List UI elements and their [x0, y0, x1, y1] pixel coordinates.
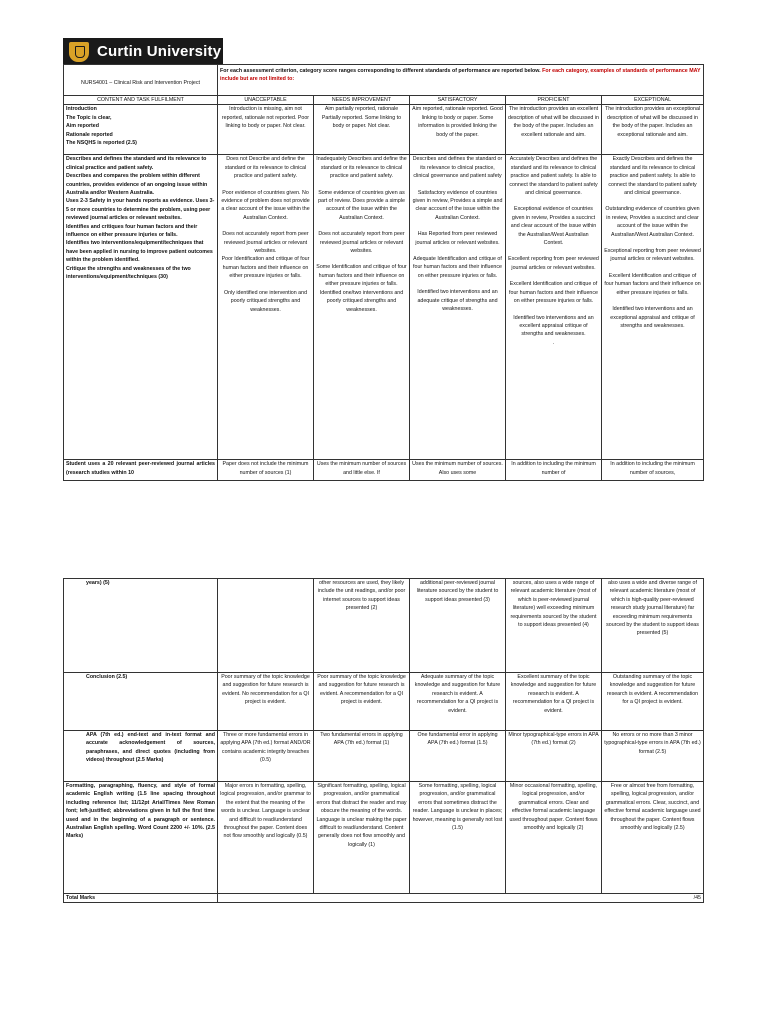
rating-cell: Accurately Describes and defines the standard and its relevance to clinical practice and patient safety. Is able to connect the standard to patient safety and clinical governance. Exceptional evidence of countries given in review, Provides a succinct and clear account of the issue within the Australian/West Australian Context. Excellent reporting from peer reviewed journal articles or relevant websites. Excellent Identification and critique of four human factors and their influence on either pressure injuries or falls. Identified two interventions and an excellent appraisal critique of strengths and weaknesses. . — [506, 155, 602, 460]
rating-cell: The introduction provides an excellent description of what will be discussed in the body of the paper. Includes an excellent rationale and aim. — [506, 105, 602, 155]
criterion-cell: APA (7th ed.) end-text and in-text format and accurate acknowledgement of sources, paraphrases, and direct quotes (including from videos) throughout (2.5 Marks) — [64, 731, 218, 782]
criterion-cell: years) (5) — [64, 579, 218, 673]
rating-cell: The introduction provides an exceptional description of what will be discussed in the body of the paper. Includes an exceptional rationale and aim. — [602, 105, 704, 155]
criterion-cell: Introduction The Topic is clear, Aim reported Rationale reported The NSQHS is reported (2.5) — [64, 105, 218, 155]
criterion-row-apa — [64, 731, 704, 782]
criterion-cell: Formatting, paragraphing, fluency, and style of formal academic English writing (1.5 line spacing throughout including reference list; 11/12pt Arial/Times New Roman font; left-justified; abbreviations given in full the first time used and in the beginning of a paragraph or sentence. Australian English spelling. Word Count 2200 +/- 10%. (2.5 Marks) — [64, 782, 218, 894]
rating-cell: Aim partially reported, rationale Partially reported. Some linking to body or paper. Not clear. — [314, 105, 410, 155]
rating-cell: Free or almost free from formatting, spelling, logical progression, and/or grammatical errors. Clear, succinct, and effective formal academic language used throughout the paper. Content flows smoothly and logically (2.5) — [602, 782, 704, 894]
rating-cell: Uses the minimum number of sources and little else. If — [314, 460, 410, 481]
total-label: Total Marks — [64, 894, 218, 903]
column-header: EXCEPTIONAL — [602, 96, 704, 105]
rating-cell: Minor occasional formatting, spelling, logical progression, and/or grammatical errors. Clear and effective formal academic language used throughout paper. Content flows smoothly and logically (2) — [506, 782, 602, 894]
criterion-row-formatting — [64, 782, 704, 894]
rating-cell: Minor typographical-type errors in APA (7th ed.) format (2) — [506, 731, 602, 782]
criterion-cell: Conclusion (2.5) — [64, 673, 218, 731]
column-header: CONTENT AND TASK FULFILMENT — [64, 96, 218, 105]
rating-cell: Exactly Describes and defines the standard and its relevance to clinical practice and patient safety. Is able to connect the standard to patient safety and clinical governance. Outstanding evidence of countries given in review, Provides a succinct and clear account of the issue within the Australian/West Australian Context. Exceptional reporting from peer reviewed journal articles or relevant websites. Excellent Identification and critique of four human factors and their influence on either pressure injuries or falls. Identified two interventions and an exceptional appraisal and critique of strengths and weaknesses. — [602, 155, 704, 460]
rating-cell: sources, also uses a wide range of relevant academic literature (most of which is peer-reviewed journal literature) well exceeding minimum requirements sourced by the student to support ideas presented (4) — [506, 579, 602, 673]
rating-cell — [218, 579, 314, 673]
total-row — [64, 894, 704, 903]
criterion-row-sources — [64, 460, 704, 481]
rating-cell: Aim reported, rationale reported. Good linking to body or paper. Some information is provided linking the body of the paper. — [410, 105, 506, 155]
rating-cell: Introduction is missing, aim not reported, rationale not reported. Poor linking to body or paper. Not clear. — [218, 105, 314, 155]
column-header: NEEDS IMPROVEMENT — [314, 96, 410, 105]
university-logo — [63, 38, 223, 65]
rating-cell: also uses a wide and diverse range of relevant academic literature (most of which is high-quality peer-reviewed research study journal literature) far exceeding minimum requirements sourced by the student to support ideas presented (5) — [602, 579, 704, 673]
rating-cell: Excellent summary of the topic knowledge and suggestion for future research is evident. A recommendation for a QI project is evident. — [506, 673, 602, 731]
rating-cell: One fundamental error in applying APA (7th ed.) format (1.5) — [410, 731, 506, 782]
rating-cell: Some formatting, spelling, logical progression, and/or grammatical errors that sometimes distract the reader. Language is unclear in places; however, meaning is generally not lost (1.5) — [410, 782, 506, 894]
rating-cell: Two fundamental errors in applying APA (7th ed.) format (1) — [314, 731, 410, 782]
column-header: SATISFACTORY — [410, 96, 506, 105]
criterion-cell: Student uses a 20 relevant peer-reviewed journal articles (research studies within 10 — [64, 460, 218, 481]
criterion-row-body — [64, 155, 704, 460]
crest-icon — [69, 42, 89, 62]
rating-cell: No errors or no more than 3 minor typographical-type errors in APA (7th ed.) format (2.5) — [602, 731, 704, 782]
logo-text: Curtin University — [97, 43, 222, 60]
rubric-table-page-2 — [63, 578, 704, 903]
rating-cell: Describes and defines the standard or its relevance to clinical practice, clinical governance and patient safety Satisfactory evidence of countries given in review, Provides a simple and clear account of the issue within the Australian Context. Has Reported from peer reviewed journal articles or relevant websites. Adequate Identification and critique of four human factors and their influence on either pressure injuries or falls. Identified two interventions and an adequate critique of strengths and weaknesses. — [410, 155, 506, 460]
criterion-row-introduction — [64, 105, 704, 155]
rating-cell: Poor summary of the topic knowledge and suggestion for future research is evident. No recommendation for a QI project is evident. — [218, 673, 314, 731]
rating-cell: In addition to including the minimum number of — [506, 460, 602, 481]
course-title: NURS4001 – Clinical Risk and Intervention Project — [64, 65, 218, 96]
rating-cell: Poor summary of the topic knowledge and suggestion for future research is evident. A recommendation for a QI project is evident. — [314, 673, 410, 731]
rating-cell: Three or more fundamental errors in applying APA (7th ed.) format AND/OR contains academic integrity breaches (0.5) — [218, 731, 314, 782]
rating-cell: In addition to including the minimum number of sources, — [602, 460, 704, 481]
column-header: PROFICIENT — [506, 96, 602, 105]
rating-cell: Inadequately Describes and define the standard or its relevance to clinical practice and patient safety. Some evidence of countries given as part of review. Does provide a simple account of the issue within the Australian Context. Does not accurately report from peer reviewed journal articles or relevant websites. Some Identification and critique of four human factors and their influence on either pressure injuries or falls. Identified one/two interventions and poorly critiqued strengths and weaknesses. — [314, 155, 410, 460]
rating-cell: Adequate summary of the topic knowledge and suggestion for future research is evident. A recommendation for a QI project is evident. — [410, 673, 506, 731]
rating-cell: Outstanding summary of the topic knowledge and suggestion for future research is evident. A recommendation for a QI project is evident. — [602, 673, 704, 731]
column-header-row — [64, 96, 704, 105]
rating-cell: additional peer-reviewed journal literature sourced by the student to support ideas presented (3) — [410, 579, 506, 673]
rating-cell: Uses the minimum number of sources. Also uses some — [410, 460, 506, 481]
total-value: /45 — [218, 894, 704, 903]
rating-cell: Paper does not include the minimum number of sources (1) — [218, 460, 314, 481]
criterion-row-sources-continued — [64, 579, 704, 673]
rating-cell: Major errors in formatting, spelling, logical progression, and/or grammar to the extent that the meaning of the words is unclear. Language is unclear and difficult to read/understand throughout the paper. Content does not flow smoothly and logically (0.5) — [218, 782, 314, 894]
rating-cell: Significant formatting, spelling, logical progression, and/or grammatical errors that distract the reader and may obscure the meaning of the words. Language is unclear making the paper difficult to read/understand. Content generally does not flow smoothly and logically (1) — [314, 782, 410, 894]
rating-cell: Does not Describe and define the standard or its relevance to clinical practice and patient safety. Poor evidence of countries given. No evidence of problem does not provide a clear account of the issue within the Australian Context. Does not accurately report from peer reviewed journal articles or relevant websites. Poor Identification and critique of four human factors and their influence on either pressure injuries or falls. Only identified one intervention and poorly critiqued strengths and weaknesses. — [218, 155, 314, 460]
criterion-row-conclusion — [64, 673, 704, 731]
criterion-cell: Describes and defines the standard and its relevance to clinical practice and patient safety. Describes and compares the problem within different countries, provides evidence of an ongoing issue within Australia and/or Western Australia. Uses 2-3 Safety in your hands reports as evidence. Uses 3-5 or more countries to determine the problem, using peer reviewed journal articles or relevant websites. Identifies and critiques four human factors and their influence on either pressure injuries or falls. Identifies two interventions/equipment/techniques that have been applied in nursing to improve patient outcomes within the problem identified. Critique the strengths and weaknesses of the two interventions/equipment/techniques (30) — [64, 155, 218, 460]
rubric-intro: For each assessment criterion, category score ranges corresponding to different standards of performance are reported below. For each category, examples of standards of performance MAY include but are not limited to: — [218, 65, 704, 96]
rating-cell: other resources are used, they likely include the unit readings, and/or poor internet sources to support ideas presented (2) — [314, 579, 410, 673]
column-header: UNACCEPTABLE — [218, 96, 314, 105]
rubric-table-page-1 — [63, 64, 704, 481]
